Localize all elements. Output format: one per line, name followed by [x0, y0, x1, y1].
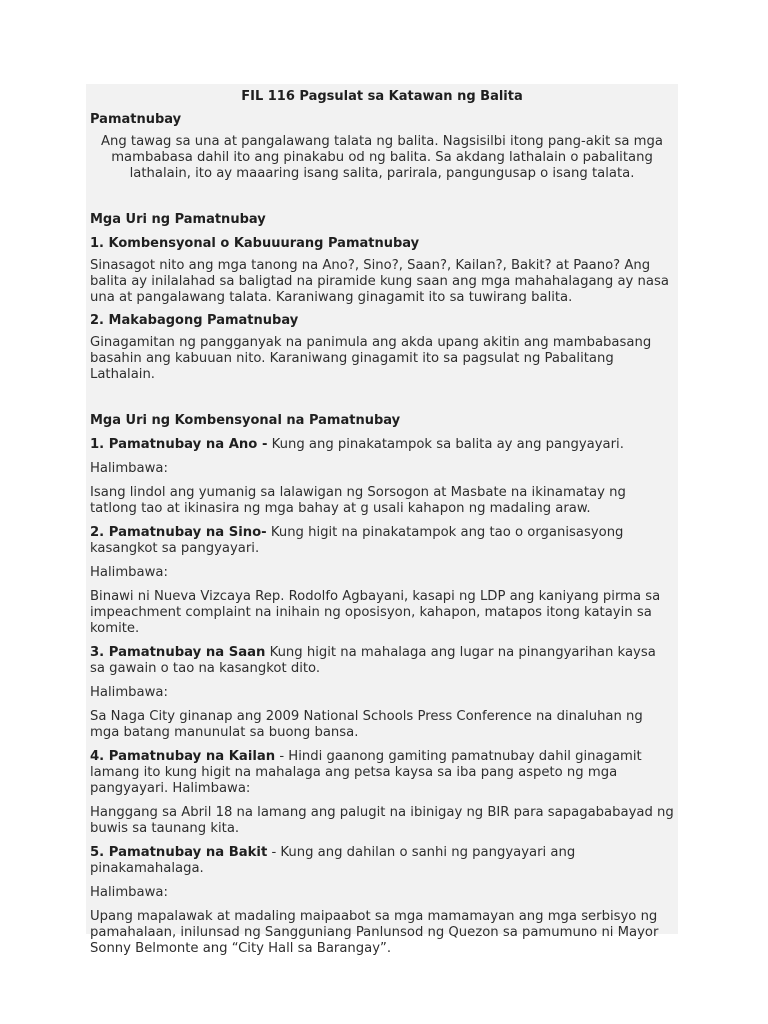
item-sino-desc: Kung higit na pinakatampok ang tao o organisasyong kasangkot sa pangyayari. [90, 525, 624, 556]
item-kailan-example: Hanggang sa Abril 18 na lamang ang palugit na ibinigay ng BIR para sapagababayad ng buwis sa taunang kita. [90, 805, 674, 836]
item-sino-label: 2. Pamatnubay na Sino- [90, 525, 267, 540]
item-sino-example: Binawi ni Nueva Vizcaya Rep. Rodolfo Agbayani, kasapi ng LDP ang kaniyang pirma sa impeachment complaint na inihain ng oposisyon, kahapon, matapos itong katayin sa komite. [90, 589, 661, 636]
item-kailan-desc: - Hindi gaanong gamiting pamatnubay dahil ginagamit lamang ito kung higit na mahalaga ang petsa kaysa sa iba pang aspeto ng mga pangyayari. Halimbawa: [90, 749, 642, 796]
halimbawa-label: Halimbawa: [90, 685, 168, 700]
item-ano-label: 1. Pamatnubay na Ano - [90, 437, 268, 452]
halimbawa-label: Halimbawa: [90, 461, 168, 476]
pamatnubay-definition: Ang tawag sa una at pangalawang talata ng balita. Nagsisilbi itong pang-akit sa mga mambabasa dahil ito ang pinakabu od ng balita. Sa akdang lathalain o pabalitang lathalain, ito ay maaaring isang salita, parirala, pangungusap o isang talata. [100, 134, 663, 181]
item-sino [90, 525, 674, 557]
item-bakit-example: Upang mapalawak at madaling maipaabot sa mga mamamayan ang mga serbisyo ng pamahalaan, inilunsad ng Sangguniang Panlunsod ng Quezon sa pamumuno ni Mayor Sonny Belmonte ang “City Hall sa Barangay”. [90, 909, 659, 956]
uri-heading: Mga Uri ng Pamatnubay [90, 212, 266, 227]
item-bakit-label: 5. Pamatnubay na Bakit [90, 845, 268, 860]
kombensyonal-heading: 1. Kombensyonal o Kabuuurang Pamatnubay [90, 236, 420, 251]
makabago-text: Ginagamitan ng pangganyak na panimula ang akda upang akitin ang mambabasang basahin ang kabuuan nito. Karaniwang ginagamit ito sa pagsulat ng Pabalitang Lathalain. [90, 335, 652, 382]
makabago-heading: 2. Makabagong Pamatnubay [90, 313, 299, 328]
item-bakit-desc: - Kung ang dahilan o sanhi ng pangyayari ang pinakamahalaga. [90, 845, 576, 876]
item-kailan [90, 749, 674, 797]
kombensyonal-text: Sinasagot nito ang mga tanong na Ano?, Sino?, Saan?, Kailan?, Bakit? at Paano? Ang balita ay inilalahad sa baligtad na piramide kung saan ang mga mahahalagang ay nasa una at pangalawang talata. Karaniwang ginagamit ito sa tuwirang balita. [90, 258, 669, 305]
item-ano-desc: Kung ang pinakatampok sa balita ay ang pangyayari. [267, 437, 624, 452]
halimbawa-label: Halimbawa: [90, 885, 168, 900]
item-saan-label: 3. Pamatnubay na Saan [90, 645, 266, 660]
uri-kombensyonal-heading: Mga Uri ng Kombensyonal na Pamatnubay [90, 413, 401, 428]
item-bakit [90, 845, 674, 877]
halimbawa-label: Halimbawa: [90, 565, 168, 580]
item-ano-example: Isang lindol ang yumanig sa lalawigan ng Sorsogon at Masbate na ikinamatay ng tatlong tao at ikinasira ng mga bahay at g usali kahapon ng madaling araw. [90, 485, 626, 516]
item-saan-desc: Kung higit na mahalaga ang lugar na pinangyarihan kaysa sa gawain o tao na kasangkot dito. [90, 645, 656, 676]
item-saan [90, 645, 674, 677]
document-page [86, 84, 678, 956]
pamatnubay-heading: Pamatnubay [90, 112, 182, 127]
document-title: FIL 116 Pagsulat sa Katawan ng Balita [241, 89, 523, 104]
item-ano [90, 437, 674, 453]
item-kailan-label: 4. Pamatnubay na Kailan [90, 749, 276, 764]
item-saan-example: Sa Naga City ginanap ang 2009 National Schools Press Conference na dinaluhan ng mga batang manunulat sa buong bansa. [90, 709, 643, 740]
